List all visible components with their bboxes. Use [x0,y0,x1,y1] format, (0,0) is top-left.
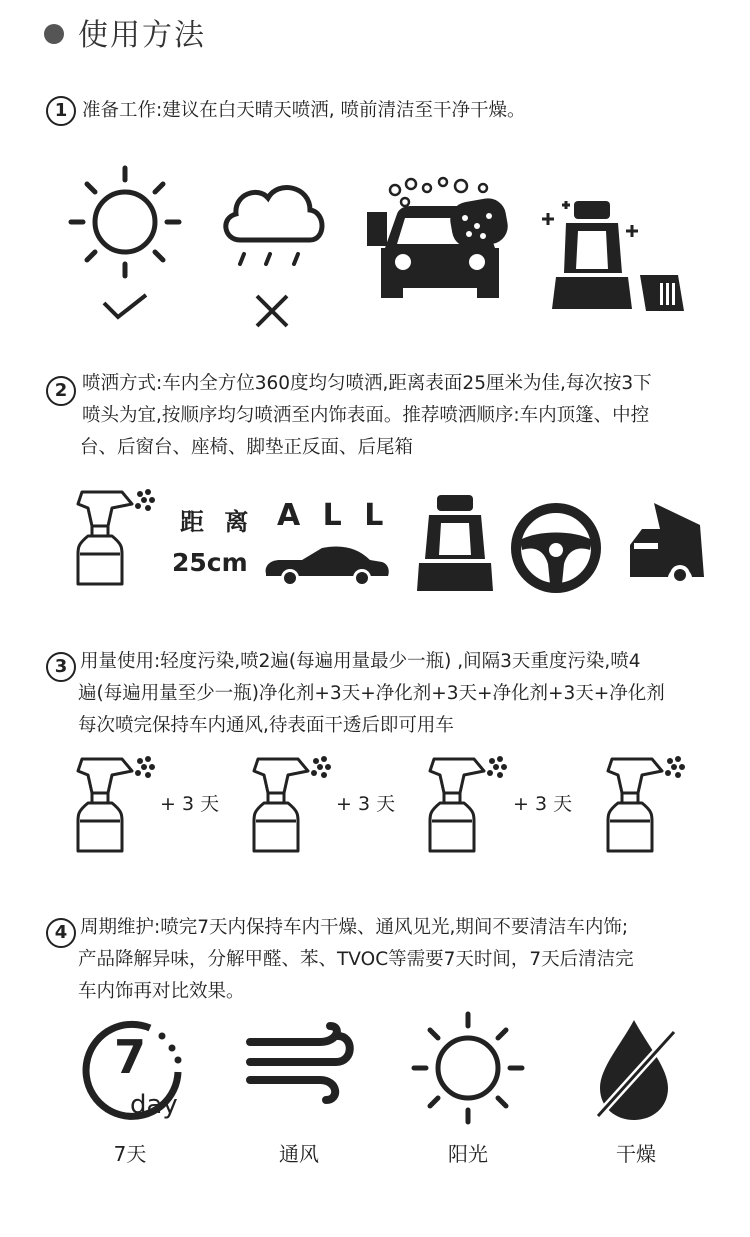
title-bullet [44,24,64,44]
step-4-text: 周期维护:喷完7天内保持车内干燥、通风见光,期间不要清洁车内饰; 产品降解异味，分解甲醛、苯、TVOC等需要7天时间，7天后清洁完 车内饰再对比效果。 [78,917,634,1002]
step-3-text: 用量使用:轻度污染,喷2遍(每遍用量最少一瓶) ,间隔3天重度污染,喷4 遍(每遍用量至少一瓶)净化剂+3天+净化剂+3天+净化剂+3天+净化剂 每次喷完保持车内通风,待表面干透后即可用车 [78,651,665,736]
car-seat-front-icon [415,493,495,593]
step-number-3: 3 [46,652,76,682]
step-number-2: 2 [46,376,76,406]
spray-bottle-icon [62,755,162,855]
distance-value: 25cm [172,548,248,577]
wind-icon [246,1024,356,1104]
spray-bottle-icon [592,755,692,855]
caption-ventilation: 通风 [279,1142,319,1166]
day-word: day [130,1090,178,1120]
caption-dry: 干燥 [616,1142,656,1166]
plus-3-days-label: + 3 天 [336,793,396,815]
step-1-text: 准备工作:建议在白天晴天喷洒, 喷前清洁至干净干燥。 [82,100,526,121]
check-icon [100,293,150,323]
car-seat-icon [538,193,688,313]
step-number-1: 1 [46,96,76,126]
spray-bottle-icon [414,755,514,855]
caption-sunlight: 阳光 [448,1142,488,1166]
distance-label: 距 离 [180,508,255,536]
caption-7-days: 7天 [113,1142,147,1166]
plus-3-days-label: + 3 天 [160,793,220,815]
cloud-rain-icon [218,178,328,278]
spray-bottle-icon [62,488,162,588]
sun-icon [408,1008,528,1128]
step-2-text: 喷洒方式:车内全方位360度均匀喷洒,距离表面25厘米为佳,每次按3下 喷头为宜,按顺序均匀喷洒至内饰表面。推荐喷洒顺序:车内顶篷、中控 台、后窗台、座椅、脚垫正反面、后尾箱 [80,373,652,458]
cross-icon [253,292,293,332]
sun-icon [65,162,185,282]
all-label: A L L [277,498,390,533]
no-water-icon [590,1016,690,1126]
car-icon [262,540,392,590]
day-number: 7 [114,1030,147,1084]
spray-bottle-icon [238,755,338,855]
page-title: 使用方法 [78,18,206,53]
car-wash-icon [365,178,515,308]
steering-wheel-icon [508,500,604,596]
plus-3-days-label: + 3 天 [513,793,573,815]
step-number-4: 4 [46,918,76,948]
car-hood-icon [620,495,710,585]
